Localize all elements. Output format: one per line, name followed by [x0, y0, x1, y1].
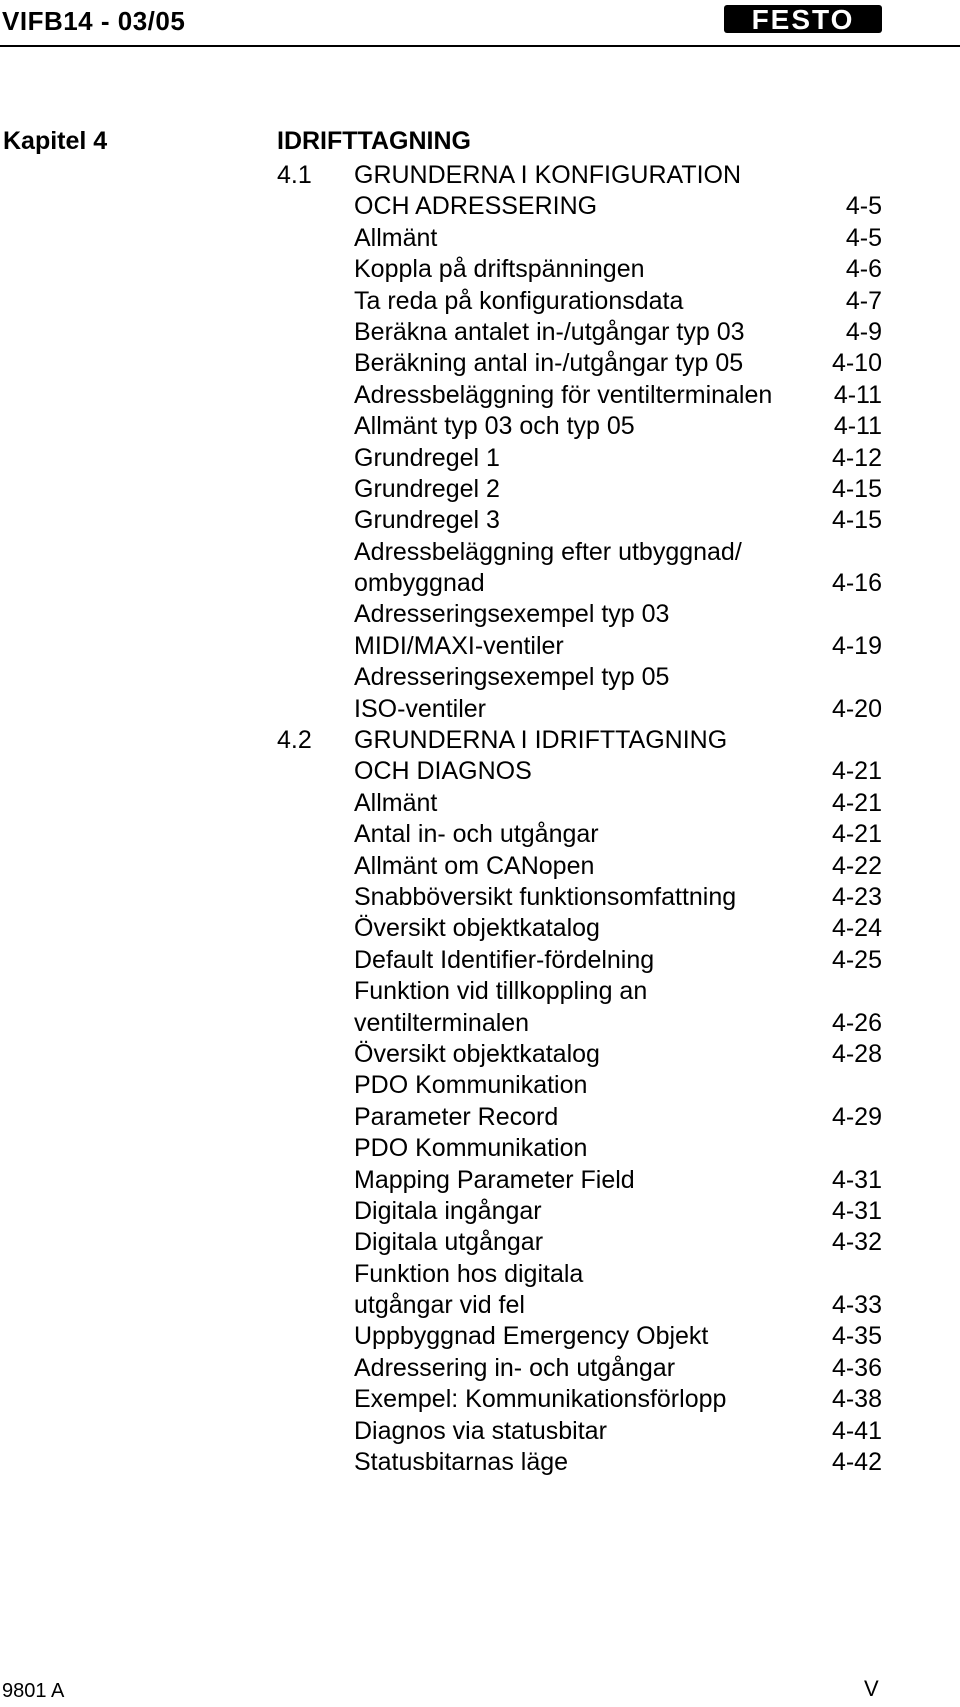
toc-row	[0, 191, 960, 222]
toc-row	[0, 1039, 960, 1070]
toc-row	[0, 411, 960, 442]
toc-entry-text: ISO-ventiler	[354, 694, 486, 723]
toc-entry-text: Adressering in- och utgångar	[354, 1353, 676, 1382]
toc-page-number: 4-5	[845, 192, 882, 221]
toc-entry-text: OCH DIAGNOS	[354, 757, 532, 786]
toc-entry-text: Digitala utgångar	[354, 1228, 544, 1257]
toc-entry-text: Mapping Parameter Field	[354, 1165, 635, 1194]
toc-page-number: 4-36	[831, 1353, 882, 1382]
toc-entry-text: Adressbeläggning efter utbyggnad/	[354, 537, 742, 566]
toc-entry-text: Ta reda på konfigurationsdata	[354, 286, 684, 315]
toc-page-number: 4-21	[831, 788, 882, 817]
toc-page-number: 4-28	[831, 1039, 882, 1068]
toc-entry-text: GRUNDERNA I IDRIFTTAGNING	[354, 726, 728, 755]
toc-row	[0, 1321, 960, 1352]
toc-entry-text: MIDI/MAXI-ventiler	[354, 631, 564, 660]
header-rule	[0, 45, 960, 47]
toc-row	[0, 1447, 960, 1478]
toc-row	[0, 286, 960, 317]
toc-entry-text: ombyggnad	[354, 569, 485, 598]
toc-row	[0, 380, 960, 411]
toc-entry-text: Allmänt typ 03 och typ 05	[354, 412, 635, 441]
toc-entry-text: Grundregel 2	[354, 474, 500, 503]
toc-entry-text: Allmänt om CANopen	[354, 851, 595, 880]
toc-entry-text: Beräkna antalet in-/utgångar typ 03	[354, 317, 745, 346]
chapter-label: Kapitel 4	[3, 127, 108, 155]
toc-entry-text: Översikt objektkatalog	[354, 1039, 600, 1068]
toc-page-number: 4-6	[845, 255, 882, 284]
toc-entry-text: Funktion vid tillkoppling an	[354, 977, 648, 1006]
toc-entry-text: PDO Kommunikation	[354, 1134, 588, 1163]
festo-logo	[724, 2, 882, 36]
toc-row	[0, 1384, 960, 1415]
toc-row	[0, 1259, 960, 1290]
toc-entry-text: Allmänt	[354, 788, 438, 817]
toc-page-number: 4-25	[831, 945, 882, 974]
toc-page-number: 4-15	[831, 506, 882, 535]
toc-row	[0, 788, 960, 819]
toc-entry-text: Adresseringsexempel typ 03	[354, 600, 670, 629]
toc-page-number: 4-12	[831, 443, 882, 472]
toc-row	[0, 1196, 960, 1227]
toc-row	[0, 443, 960, 474]
toc-page-number: 4-7	[845, 286, 882, 315]
toc-page-number: 4-20	[831, 694, 882, 723]
toc-page-number: 4-9	[845, 317, 882, 346]
toc-row	[0, 694, 960, 725]
footer-doc-id: 9801 A	[2, 1680, 65, 1702]
toc-row	[0, 1070, 960, 1101]
toc-row	[0, 505, 960, 536]
toc-entry-text: Parameter Record	[354, 1102, 559, 1131]
toc-entry-text: Adresseringsexempel typ 05	[354, 663, 670, 692]
toc-entry-text: Beräkning antal in-/utgångar typ 05	[354, 349, 744, 378]
toc-page-number: 4-24	[831, 914, 882, 943]
toc-row	[0, 1290, 960, 1321]
toc-section-number: 4.1	[277, 161, 312, 189]
toc-page-number: 4-35	[831, 1322, 882, 1351]
toc-page-number: 4-10	[831, 349, 882, 378]
toc-entry-text: ventilterminalen	[354, 1008, 530, 1037]
toc-entry-text: Default Identifier-fördelning	[354, 945, 655, 974]
toc-row	[0, 662, 960, 693]
toc-row	[0, 160, 960, 191]
toc-row	[0, 254, 960, 285]
toc-row	[0, 756, 960, 787]
toc-page-number: 4-29	[831, 1102, 882, 1131]
toc-entry-text: Diagnos via statusbitar	[354, 1416, 607, 1445]
toc-section-number: 4.2	[277, 726, 312, 755]
toc-page-number: 4-11	[833, 380, 882, 409]
toc-row	[0, 317, 960, 348]
toc-entry-text: Antal in- och utgångar	[354, 820, 599, 849]
toc-entry-text: Snabböversikt funktionsomfattning	[354, 882, 737, 911]
toc-row	[0, 1227, 960, 1258]
toc-page-number: 4-32	[831, 1228, 882, 1257]
toc-row	[0, 1165, 960, 1196]
toc-page-number: 4-42	[831, 1448, 882, 1477]
toc-entry-text: Statusbitarnas läge	[354, 1448, 569, 1477]
toc-entry-text: Exempel: Kommunikationsförlopp	[354, 1385, 727, 1414]
toc-page-number: 4-31	[831, 1196, 882, 1225]
toc-page-number: 4-31	[831, 1165, 882, 1194]
toc-entry-text: Funktion hos digitala	[354, 1259, 584, 1288]
toc-page-number: 4-21	[831, 820, 882, 849]
toc-entry-text: utgångar vid fel	[354, 1291, 525, 1320]
chapter-title: IDRIFTTAGNING	[277, 127, 471, 155]
toc-entry-text: PDO Kommunikation	[354, 1071, 588, 1100]
toc-entry-text: Digitala ingångar	[354, 1196, 542, 1225]
toc-page-number: 4-5	[845, 223, 882, 252]
toc-entry-text: Adressbeläggning för ventilterminalen	[354, 380, 773, 409]
document-code: VIFB14 - 03/05	[2, 6, 186, 36]
toc-row	[0, 976, 960, 1007]
toc-entry-text: Översikt objektkatalog	[354, 914, 600, 943]
toc-row	[0, 725, 960, 756]
toc-entry-text: Grundregel 1	[354, 443, 500, 472]
toc-row	[0, 1133, 960, 1164]
toc-entry-text: Allmänt	[354, 223, 438, 252]
toc-row	[0, 819, 960, 850]
toc-page-number: 4-26	[831, 1008, 882, 1037]
toc-row	[0, 1353, 960, 1384]
toc-row	[0, 1416, 960, 1447]
toc-row	[0, 1008, 960, 1039]
toc-row	[0, 223, 960, 254]
table-of-contents	[0, 160, 960, 1478]
toc-page-number: 4-19	[831, 631, 882, 660]
toc-row	[0, 851, 960, 882]
footer-page-number: V	[864, 1676, 879, 1701]
toc-page-number: 4-22	[831, 851, 882, 880]
toc-row	[0, 1102, 960, 1133]
toc-entry-text: Grundregel 3	[354, 506, 500, 535]
toc-row	[0, 599, 960, 630]
toc-row	[0, 882, 960, 913]
toc-page-number: 4-21	[831, 757, 882, 786]
toc-page-number: 4-38	[831, 1385, 882, 1414]
toc-page-number: 4-15	[831, 474, 882, 503]
toc-row	[0, 913, 960, 944]
toc-page-number: 4-33	[831, 1291, 882, 1320]
toc-page-number: 4-41	[831, 1416, 882, 1445]
toc-entry-text: Koppla på driftspänningen	[354, 255, 645, 284]
toc-row	[0, 537, 960, 568]
toc-page-number: 4-23	[831, 882, 882, 911]
toc-entry-text: GRUNDERNA I KONFIGURATION	[354, 161, 742, 189]
toc-entry-text: Uppbyggnad Emergency Objekt	[354, 1322, 709, 1351]
toc-row	[0, 945, 960, 976]
toc-row	[0, 568, 960, 599]
toc-page-number: 4-11	[833, 412, 882, 441]
toc-entry-text: OCH ADRESSERING	[354, 192, 598, 221]
logo-text: FESTO	[751, 4, 855, 35]
toc-row	[0, 631, 960, 662]
toc-page-number: 4-16	[831, 569, 882, 598]
toc-row	[0, 348, 960, 379]
toc-row	[0, 474, 960, 505]
